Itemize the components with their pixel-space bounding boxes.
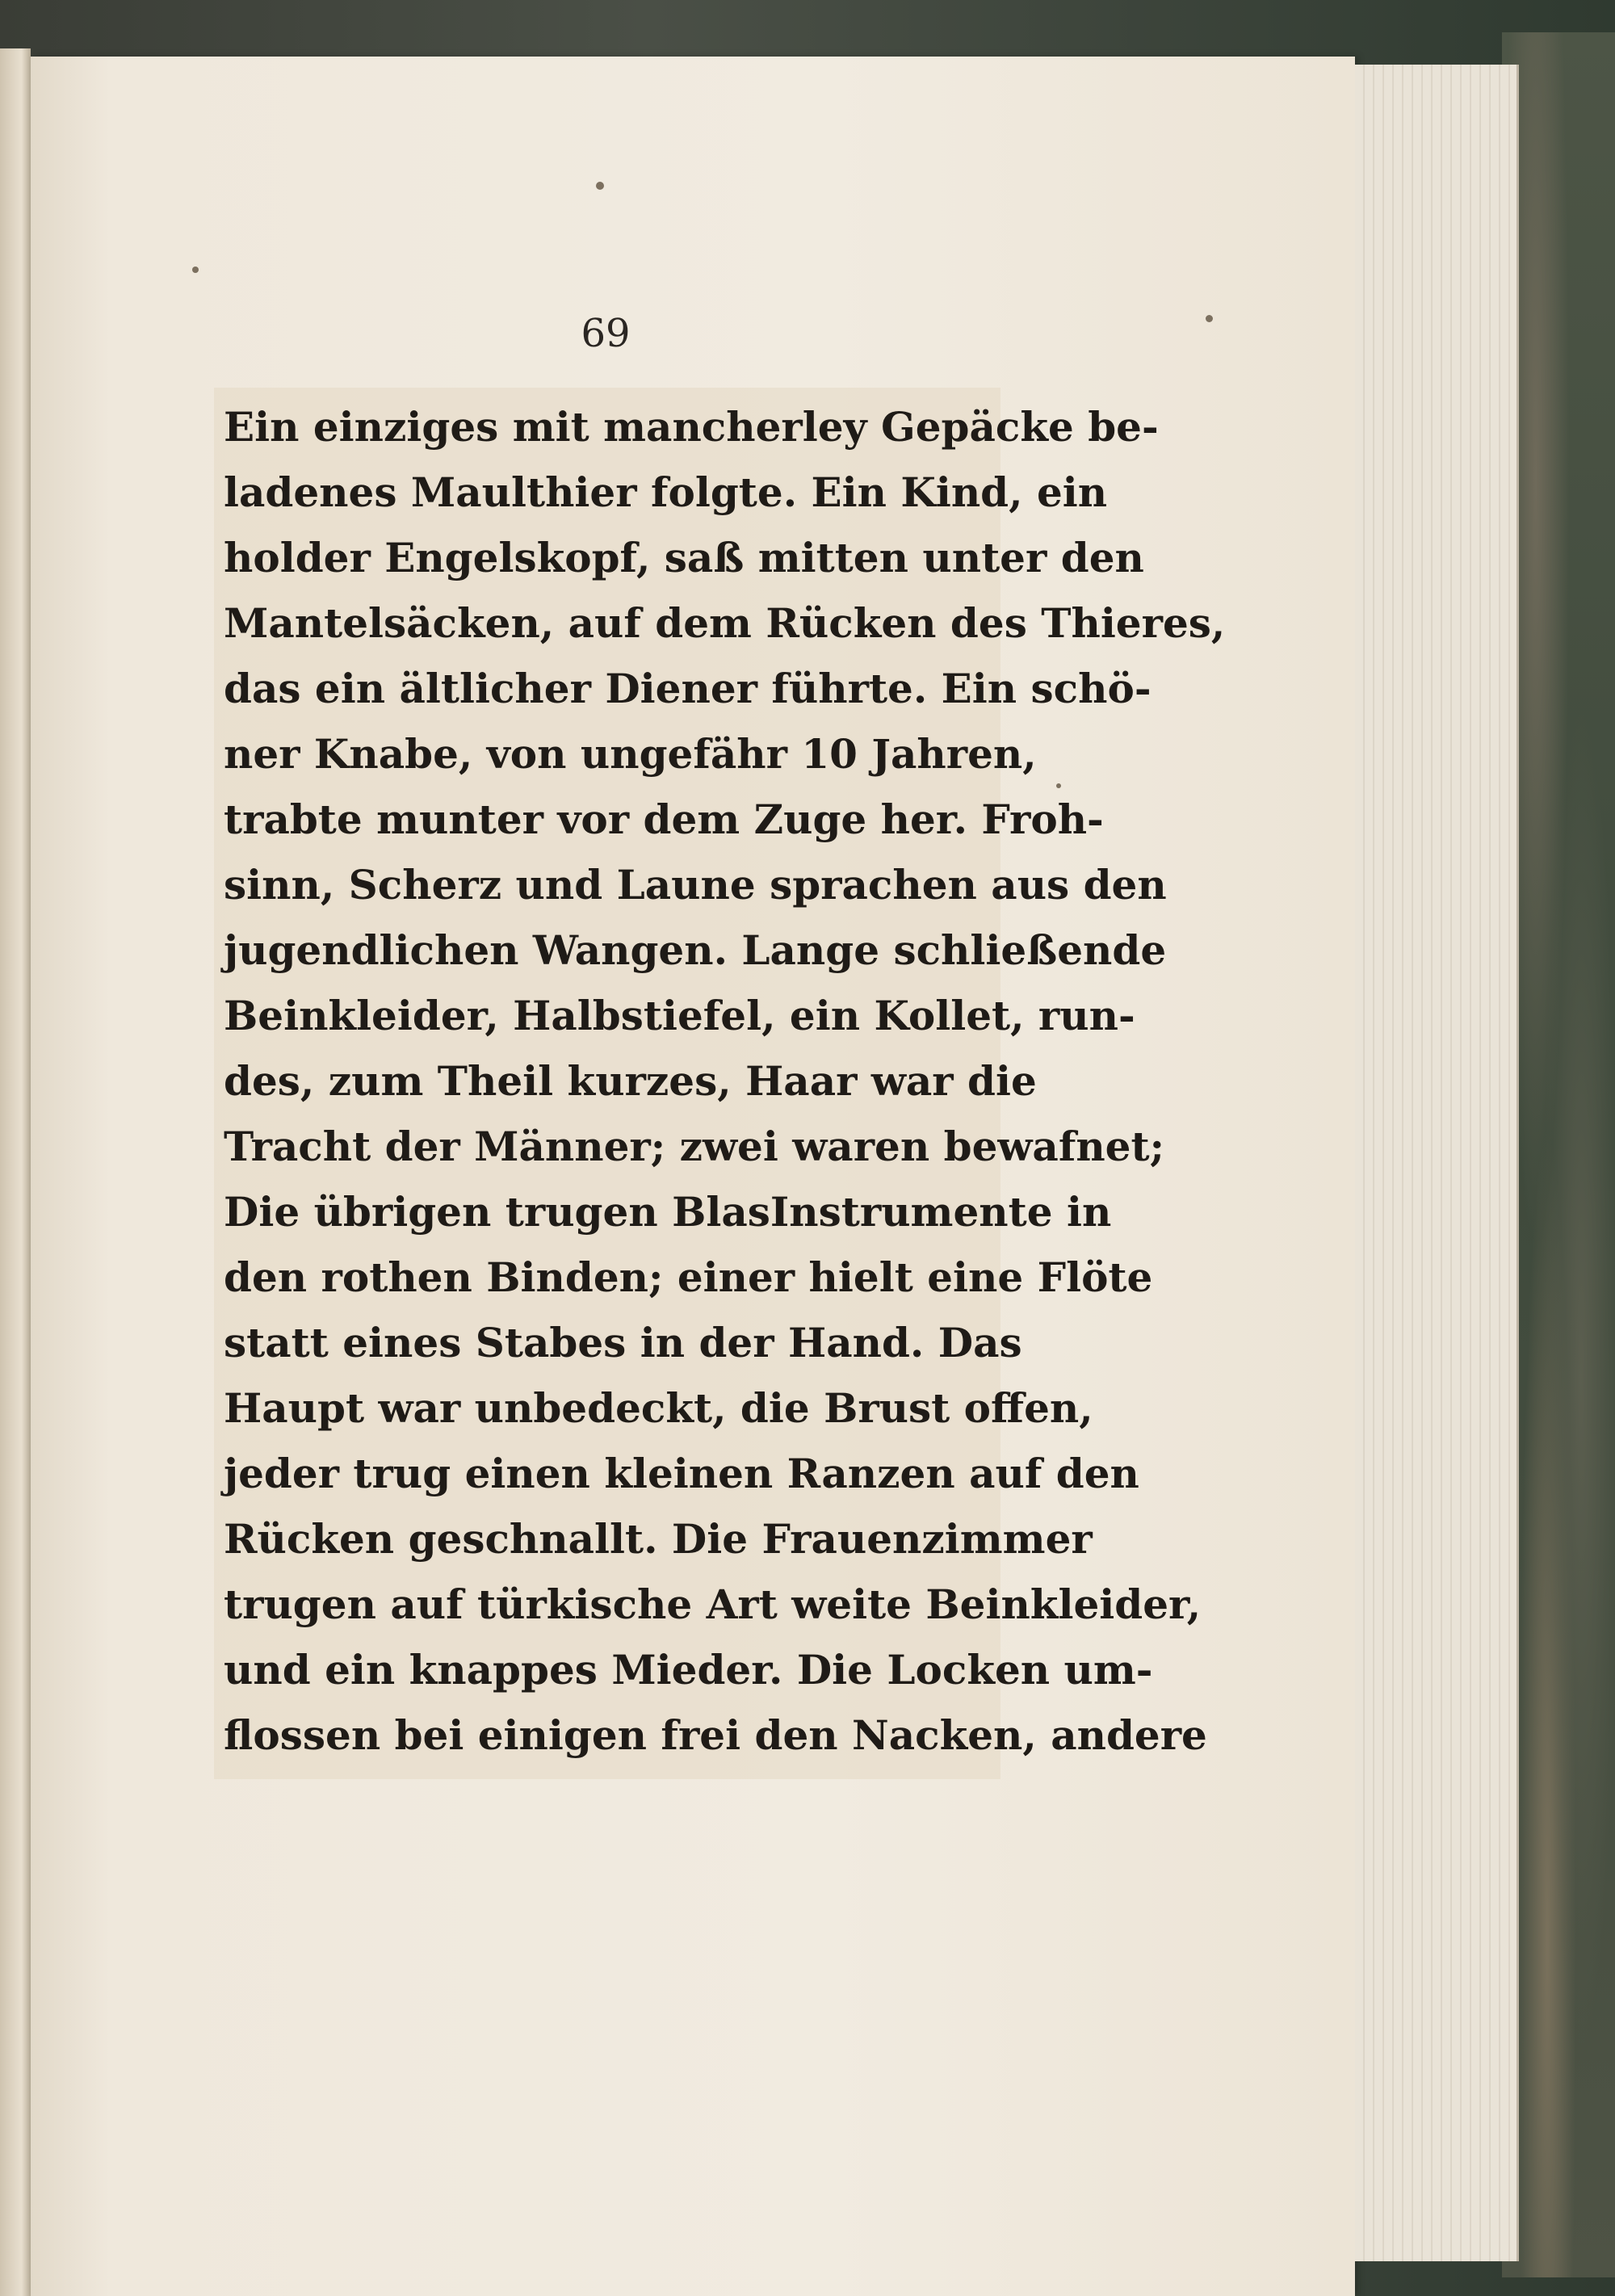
paper-speck [192, 267, 199, 273]
text-line: Tracht der Männer; zwei waren bewafnet; [224, 1123, 1165, 1170]
text-line: flossen bei einigen frei den Nacken, andere [224, 1711, 1207, 1759]
paper-speck [1056, 783, 1061, 788]
text-line: trabte munter vor dem Zuge her. Froh- [224, 795, 1104, 843]
text-line: holder Engelskopf, saß mitten unter den [224, 534, 1144, 581]
paper-speck [1206, 315, 1213, 322]
text-line: Ein einziges mit mancherley Gepäcke be- [224, 403, 1159, 451]
marbled-cover-edge [1502, 32, 1615, 2277]
text-line: jugendlichen Wangen. Lange schließende [224, 926, 1167, 974]
text-line: Haupt war unbedeckt, die Brust offen, [224, 1384, 1093, 1432]
text-line: ladenes Maulthier folgte. Ein Kind, ein [224, 468, 1108, 516]
page-stack-edge [1355, 65, 1519, 2261]
text-line: den rothen Binden; einer hielt eine Flöte [224, 1253, 1153, 1301]
facing-page-edge [0, 48, 31, 2296]
text-line: des, zum Theil kurzes, Haar war die [224, 1057, 1037, 1105]
text-line: Die übrigen trugen BlasInstrumente in [224, 1188, 1112, 1236]
text-line: statt eines Stabes in der Hand. Das [224, 1319, 1022, 1366]
text-line: trugen auf türkische Art weite Beinkleider, [224, 1580, 1202, 1628]
page-number: 69 [581, 311, 631, 356]
text-line: ner Knabe, von ungefähr 10 Jahren, [224, 730, 1037, 778]
text-line: und ein knappes Mieder. Die Locken um- [224, 1646, 1153, 1694]
text-line: Beinkleider, Halbstiefel, ein Kollet, run- [224, 992, 1135, 1039]
page-text [214, 388, 1226, 1779]
paper-speck [596, 182, 604, 190]
text-line: Mantelsäcken, auf dem Rücken des Thieres, [224, 599, 1226, 647]
text-line: sinn, Scherz und Laune sprachen aus den [224, 861, 1167, 909]
text-line: Rücken geschnallt. Die Frauenzimmer [224, 1515, 1093, 1563]
text-line: jeder trug einen kleinen Ranzen auf den [224, 1450, 1139, 1497]
text-line: das ein ältlicher Diener führte. Ein schö- [224, 665, 1151, 712]
